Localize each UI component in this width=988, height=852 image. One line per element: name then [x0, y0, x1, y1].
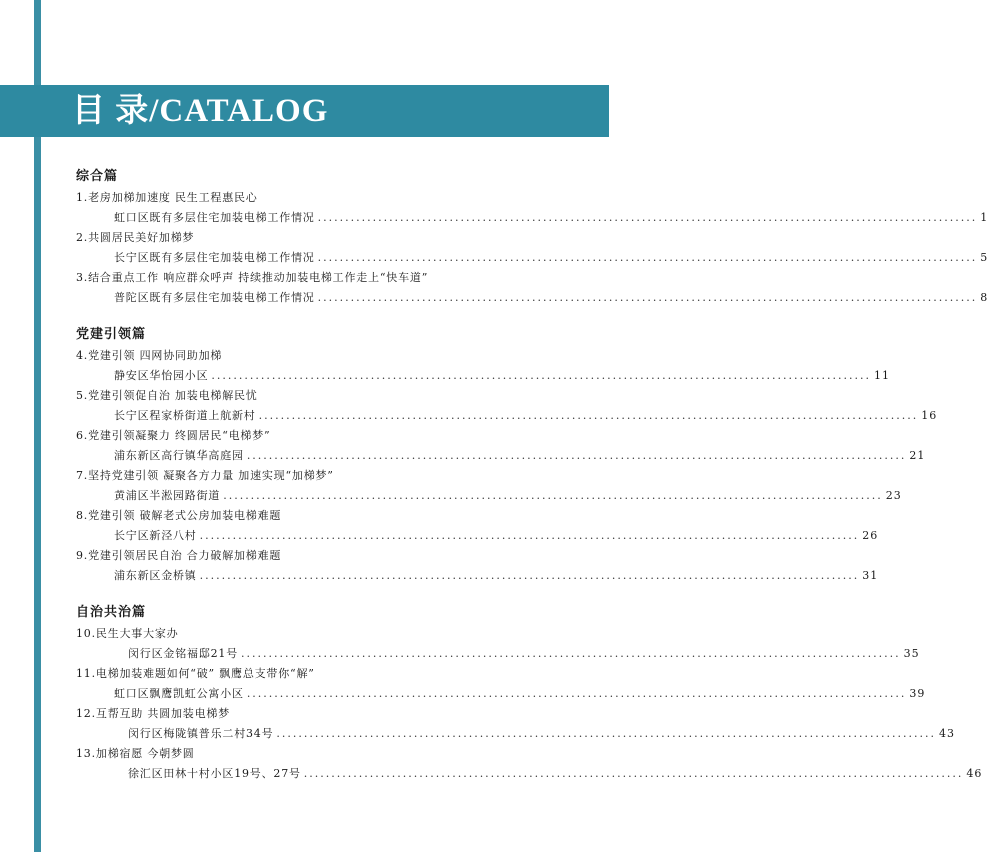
page-number: 16 [921, 409, 938, 422]
dot-leader: ........................................................................................................................ [199, 529, 860, 542]
page-number: 8 [980, 291, 988, 304]
entry-subtitle: 浦东新区金桥镇 [114, 569, 197, 582]
dot-leader: ........................................................................................................................ [246, 687, 907, 700]
page-number: 31 [862, 569, 879, 582]
entry-subtitle: 虹口区飘鹰凯虹公寓小区 [114, 687, 244, 700]
toc-section [76, 324, 938, 586]
page-number: 43 [939, 727, 955, 740]
dot-leader: ........................................................................................................................ [317, 211, 978, 224]
dot-leader: ........................................................................................................................ [276, 727, 936, 740]
page-number: 21 [909, 449, 926, 462]
page-number: 1 [980, 211, 988, 224]
entry-title: 6.党建引领凝聚力 终圆居民“电梯梦” [76, 429, 271, 442]
entry-subtitle-line [76, 446, 926, 466]
toc-entry[interactable] [76, 268, 988, 308]
dot-leader: ........................................................................................................................ [303, 767, 964, 780]
page-number: 46 [966, 767, 983, 780]
toc-section [76, 602, 983, 784]
page-number: 11 [874, 369, 890, 382]
entry-title: 8.党建引领 破解老式公房加装电梯难题 [76, 509, 282, 522]
entry-title: 1.老房加梯加速度 民生工程惠民心 [76, 191, 258, 204]
entry-subtitle-line [76, 208, 988, 228]
entry-subtitle: 长宁区新泾八村 [114, 529, 197, 542]
entry-subtitle-line [76, 526, 879, 546]
toc-entry[interactable] [76, 546, 879, 586]
entry-title: 2.共圆居民美好加梯梦 [76, 231, 195, 244]
entry-title: 12.互帮互助 共圆加装电梯梦 [76, 707, 230, 720]
entry-subtitle-line [76, 764, 983, 784]
dot-leader: ........................................................................................................................ [246, 449, 907, 462]
entry-subtitle: 徐汇区田林十村小区19号、27号 [128, 767, 301, 780]
entry-title: 10.民生大事大家办 [76, 627, 179, 640]
entry-title: 4.党建引领 四网协同助加梯 [76, 349, 223, 362]
entry-subtitle: 闵行区梅陇镇普乐二村34号 [128, 727, 274, 740]
dot-leader: ........................................................................................................................ [223, 489, 883, 502]
toc-entry[interactable] [76, 704, 955, 744]
entry-title: 3.结合重点工作 响应群众呼声 持续推动加装电梯工作走上“快车道” [76, 271, 429, 284]
entry-subtitle: 黄浦区半淞园路街道 [114, 489, 221, 502]
entry-subtitle-line [76, 288, 988, 308]
entry-title: 11.电梯加装难题如何“破” 飘鹰总支带你“解” [76, 667, 315, 680]
toc-entry[interactable] [76, 188, 988, 228]
entry-subtitle-line [76, 486, 902, 506]
dot-leader: ........................................................................................................................ [317, 251, 978, 264]
toc-entry[interactable] [76, 664, 926, 704]
entry-subtitle: 普陀区既有多层住宅加装电梯工作情况 [114, 291, 315, 304]
entry-title: 13.加梯宿愿 今朝梦圆 [76, 747, 195, 760]
entry-title: 5.党建引领促自治 加装电梯解民忧 [76, 389, 258, 402]
page-number: 23 [885, 489, 902, 502]
entry-subtitle-line [76, 248, 988, 268]
entry-subtitle: 闵行区金铭福邸21号 [128, 647, 238, 660]
dot-leader: ........................................................................................................................ [211, 369, 871, 382]
entry-subtitle-line [76, 406, 938, 426]
toc-entry[interactable] [76, 466, 902, 506]
entry-subtitle-line [76, 644, 920, 664]
toc-entry[interactable] [76, 386, 938, 426]
entry-subtitle: 静安区华怡园小区 [114, 369, 209, 382]
section-title: 党建引领篇 [76, 327, 147, 342]
dot-leader: ........................................................................................................................ [241, 647, 901, 660]
entry-subtitle-line [76, 366, 890, 386]
table-of-contents [76, 166, 988, 800]
entry-title: 9.党建引领居民自治 合力破解加梯难题 [76, 549, 282, 562]
toc-section [76, 166, 988, 308]
entry-subtitle: 浦东新区高行镇华高庭园 [114, 449, 244, 462]
toc-entry[interactable] [76, 506, 879, 546]
entry-subtitle: 长宁区既有多层住宅加装电梯工作情况 [114, 251, 315, 264]
entry-subtitle-line [76, 724, 955, 744]
entry-subtitle-line [76, 684, 926, 704]
page-title: 目 录/CATALOG [72, 93, 329, 129]
toc-entry[interactable] [76, 426, 926, 466]
dot-leader: ........................................................................................................................ [199, 569, 860, 582]
dot-leader: ........................................................................................................................ [258, 409, 919, 422]
page-number: 5 [980, 251, 988, 264]
toc-entry[interactable] [76, 744, 983, 784]
dot-leader: ........................................................................................................................ [317, 291, 978, 304]
toc-entry[interactable] [76, 228, 988, 268]
entry-subtitle: 长宁区程家桥街道上航新村 [114, 409, 256, 422]
section-title: 自治共治篇 [76, 605, 147, 620]
section-title: 综合篇 [76, 169, 119, 184]
page-number: 39 [909, 687, 926, 700]
page-number: 35 [903, 647, 920, 660]
toc-entry[interactable] [76, 346, 890, 386]
toc-entry[interactable] [76, 624, 920, 664]
entry-subtitle: 虹口区既有多层住宅加装电梯工作情况 [114, 211, 315, 224]
entry-subtitle-line [76, 566, 879, 586]
entry-title: 7.坚持党建引领 凝聚各方力量 加速实现“加梯梦” [76, 469, 334, 482]
page-number: 26 [862, 529, 879, 542]
